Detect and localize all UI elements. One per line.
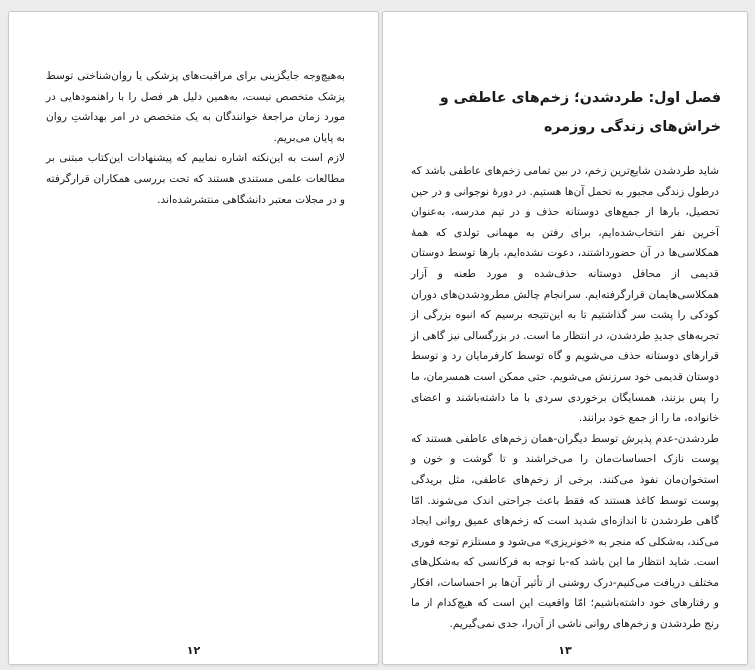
left-paragraph-2: لازم است به این‌نکته اشاره نماییم که پیشنهادات این‌کتاب مبتنی بر مطالعات علمی مستندی هستند که تحت بررسی همکاران قرارگرفته و در مجلات معتبر دانشگاهی منتشرشده‌اند. <box>46 152 345 206</box>
chapter-title: فصل اول: طردشدن؛ زخم‌های عاطفی و خراش‌های زندگی روزمره <box>439 90 721 135</box>
right-page-body <box>411 161 719 635</box>
left-page <box>8 11 379 665</box>
right-paragraph-1: شاید طردشدن شایع‌ترین زخم، در بین تمامی زخم‌های عاطفی باشد که درطول زندگی مجبور به تحمل آن‌ها هستیم. در دورهٔ نوجوانی و در حین تحصیل، بارها از جمع‌های دوستانه حذف و در تیم مدرسه، به‌عنوان آخرین نفر انتخاب‌شده‌ایم، برای رفتن به مهمانی تولدی که همهٔ همکلاسی‌ها در آن حضورداشتند، دعوت نشده‌ایم، بارها توسط دوستان قدیمی از محافل دوستانه حذف‌شده و مورد طعنه و آزار همکلاسی‌هایمان قرارگرفته‌ایم. سرانجام چالش مطرودشدن‌های دوران کودکی را پشت سر گذاشتیم تا به این‌نتیجه برسیم که انبوه بزرگی از تجربه‌های جدیدِ طردشدن، در انتظار ما است. در بزرگسالی نیز گاهی از قرارهای دوستانه حذف می‌شویم و گاه توسط کارفرمایان رد و توسط دوستان قدیمی خود سرزنش می‌شویم. حتی ممکن است همسرمان، ما را پس بزنند، همسایگان برخوردی سردی با ما داشته‌باشند و اعضای خانواده، ما را از جمع خود برانند. <box>411 165 719 425</box>
left-page-body <box>46 66 345 210</box>
right-page-number: ۱۳ <box>558 644 572 657</box>
right-paragraph-2: طردشدن-عدم پذیرش توسط دیگران-همان زخم‌های عاطفی هستند که پوست نازک احساسات‌مان را می‌خراشند و تا گوشت و خون و استخوان‌مان نفوذ می‌کنند. برخی از زخم‌های عاطفی، مثل بریدگی پوست توسط کاغذ هستند که فقط باعث جراحتی اندک می‌شوند. امّا گاهی طردشدن تا اندازه‌ای شدید است که زخم‌های عمیق روانی ایجاد می‌کند، به‌شکلی که منجر به «خونریزی» می‌شود و مستلزم توجه فوری است. شاید انتظار ما این باشد که-با توجه به فرکانسی که به‌شکل‌های مختلف دریافت می‌کنیم-درک روشنی از تأثیر آن‌ها بر احساسات، افکار و رفتارهای خود داشته‌باشیم؛ امّا واقعیت این است که هیچ‌کدام از ما رنج طردشدن و زخم‌های روانی ناشی از آن‌را، جدی نمی‌گیریم. <box>411 432 719 631</box>
left-page-number: ۱۲ <box>186 644 201 657</box>
left-paragraph-1: به‌هیچ‌وجه جایگزینی برای مراقبت‌های پزشکی یا روان‌شناختی توسط پزشک متخصص نیست، به‌همین دلیل هر فصل را با راهنمودهایی در مورد زمان مراجعهٔ خوانندگان به یک متخصص در امر بهداشتِ روان به پایان می‌بریم. <box>46 70 345 144</box>
right-page <box>382 11 748 665</box>
